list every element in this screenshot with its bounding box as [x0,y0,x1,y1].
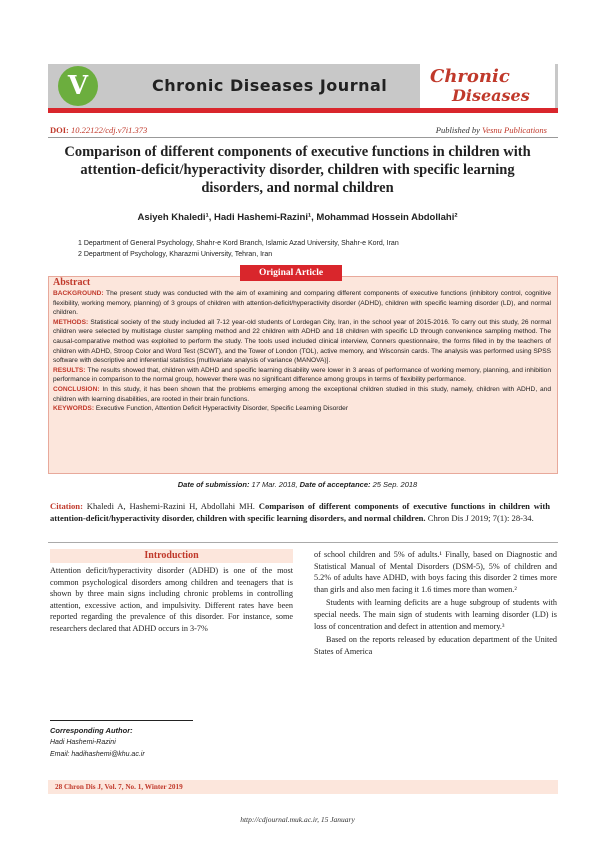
journal-name: Chronic Diseases Journal [152,76,388,95]
citation-label: Citation: [50,501,83,511]
publisher-name: Vesnu Publications [482,125,547,135]
corresponding-email[interactable]: Email: hadihashemi@khu.ac.ir [50,751,145,758]
publisher [436,125,547,135]
brand-logo-top: Chronic [430,66,510,87]
header-divider [48,137,558,138]
intro-paragraph: of school children and 5% of adults.¹ Finally, based on Diagnostic and Statistical Manual of Mental Disorders (DSM-5), 5% of children and 5.2% of adults have ADHD, with boys facing this disorder 2 times more than girls and also men facing it 1.6 times more than women.² [314,550,557,594]
results-text: The results showed that, children with ADHD and specific learning disability were lower in 3 areas of performance of working memory, planning, and inhibition performance in comparison to the normal group, however there was no significant difference among groups in terms of flexibility performance. [53,366,552,384]
acceptance-label: Date of acceptance: [299,480,371,489]
submission-date: 17 Mar. 2018, [251,480,298,489]
journal-logo-letter: V [67,71,89,101]
results-label: RESULTS: [53,366,86,374]
citation-divider [48,542,558,543]
brand-logo-bottom: Diseases [452,86,530,105]
affiliation-2: 2 Department of Psychology, Kharazmi University, Tehran, Iran [78,251,273,258]
submission-label: Date of submission: [177,480,250,489]
citation-authors: Khaledi A, Hashemi-Razini H, Abdollahi MH. [86,501,255,511]
methods-label: METHODS: [53,318,89,326]
footer-journal-info: 28 Chron Dis J, Vol. 7, No. 1, Winter 2019 [55,783,183,791]
corresponding-heading: Corresponding Author: [50,726,133,735]
citation [50,500,550,524]
keywords-label: KEYWORDS: [53,405,95,413]
acceptance-date: 25 Sep. 2018 [372,480,418,489]
doi-label: DOI: [50,125,69,135]
header-red-rule [48,108,558,113]
keywords-text: Executive Function, Attention Deficit Hyperactivity Disorder, Specific Learning Disorder [95,405,349,413]
intro-paragraph: Students with learning deficits are a huge subgroup of students with special needs. The main sign of students with learning disorder (LD) is loss of concentration and defect in attention and memory.³ [314,598,557,631]
methods-text: Statistical society of the study included all 7-12 year-old students of Lordegan City, Iran, in the school year of 2015-2016. To carry out this study, 26 normal children were selected by multistage cluster sampling method and 22 children with ADHD and 18 children with specific LD through convenience sampling method. The causal-comparative method was exploited to perform the study. The tools used included clinical interview, Conners questionnaire, the forms filled in by the teachers of children with ADHD, Stroop Color and Word Test (SCWT), and the Tower of London (TOL), active memory, and Wisconsin cards. The analysis was performed using SPSS software with descriptive and inferential statistics [multivariate analysis of variance (MANOVA)]. [53,318,551,365]
intro-heading: Introduction [144,550,199,561]
publisher-label: Published by [435,125,480,135]
download-url-line[interactable]: http://cdjournal.muk.ac.ir, 15 January [240,815,355,824]
doi-value: 10.22122/cdj.v7i1.373 [71,125,148,135]
doi[interactable] [50,125,147,135]
corresponding-name: Hadi Hashemi-Razini [50,739,116,746]
intro-left-column: Attention deficit/hyperactivity disorder (ADHD) is one of the most common psychological disorders among children and teenagers that is shown by three main signs including chronic problems in controlling attention, excessive action, and impulsivity. Different rates have been reported regarding the prevalence of this disorder. For instance, some researchers declared that ADHD occurs in 3-7% [50,566,293,633]
intro-paragraph: Based on the reports released by education department of the United States of America [314,635,557,656]
affiliation-1: 1 Department of General Psychology, Shahr-e Kord Branch, Islamic Azad University, Shahr-e Kord, Iran [78,240,399,247]
abstract-heading: Abstract [53,277,91,288]
citation-source: Chron Dis J 2019; 7(1): 28-34. [427,513,534,524]
article-title: Comparison of different components of executive functions in children with attention-deficit/hyperactivity disorder, children with specific learning disorders, and normal children [64,144,531,196]
background-text: The present study was conducted with the aim of examining and comparing different components of executive functions (inhibitory control, cognitive flexibility, working memory, planning) of 3 groups of children with attention-deficit/hyperactivity disorder (ADHD), children with specific learning disorder (LD), and normal children. [53,290,551,317]
article-type-badge: Original Article [240,265,342,281]
submission-dates [0,480,595,489]
citation-title: Comparison of different components of executive functions in children with attention-deficit/hyperactivity disorder, children with specific learning disorders, and normal children. [50,501,550,524]
intro-right-column [314,549,557,659]
conclusion-text: In this study, it has been shown that the problems emerging among the exceptional children studied in this study, namely, children with ADHD, and children with learning disabilities, are rooted in their brain functions. [53,385,551,403]
conclusion-label: CONCLUSION: [53,385,100,393]
abstract-body [53,289,551,414]
corresponding-divider [50,720,193,721]
author-list: Asiyeh Khaledi¹, Hadi Hashemi-Razini¹, Mohammad Hossein Abdollahi² [137,212,458,223]
background-label: BACKGROUND: [53,290,104,297]
